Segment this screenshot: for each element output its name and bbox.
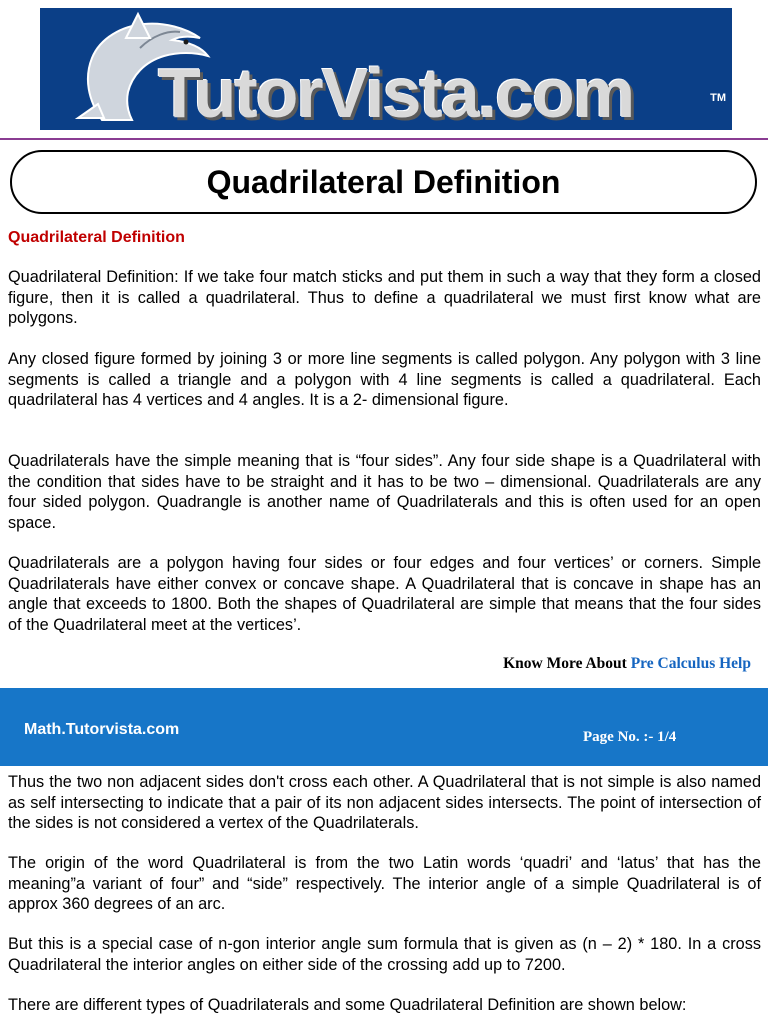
paragraph-4: Quadrilaterals are a polygon having four sides or four edges and four vertices’ or corners. Simple Quadrilaterals have either convex or concave shape. A Quadrilateral that is concave in shape has an angle that exceeds to 1800. Both the shapes of Quadrilateral are simple that means that the four sides of the Quadrilateral meet at the vertices’. <box>8 554 761 634</box>
paragraph-7: But this is a special case of n-gon interior angle sum formula that is given as (n – 2) * 180. In a cross Quadrilateral the interior angles on either side of the crossing add up to 7200. <box>8 935 761 974</box>
footer-band <box>0 688 768 766</box>
title-box <box>10 150 757 214</box>
logo-text: TutorVista.com <box>158 54 634 130</box>
know-more-prefix: Know More About <box>503 655 631 672</box>
section-heading: Quadrilateral Definition <box>8 229 185 246</box>
page-title: Quadrilateral Definition <box>206 163 561 200</box>
logo-trademark: TM <box>710 92 726 104</box>
footer-site-name: Math.Tutorvista.com <box>24 721 180 738</box>
paragraph-8: There are different types of Quadrilaterals and some Quadrilateral Definition are shown below: <box>8 996 687 1014</box>
paragraph-2: Any closed figure formed by joining 3 or more line segments is called polygon. Any polygon with 3 line segments is called a triangle and a polygon with 4 line segments is called a quadrilateral. Each quadrilateral has 4 vertices and 4 angles. It is a 2- dimensional figure. <box>8 350 761 409</box>
header-banner <box>40 8 732 130</box>
know-more-line <box>503 655 751 673</box>
paragraph-1: Quadrilateral Definition: If we take four match sticks and put them in such a way that they form a closed figure, then it is called a quadrilateral. Thus to define a quadrilateral we must first know what are polygons. <box>8 268 761 327</box>
pre-calculus-help-link[interactable]: Pre Calculus Help <box>630 655 751 672</box>
paragraph-6: The origin of the word Quadrilateral is from the two Latin words ‘quadri’ and ‘latus’ that has the meaning”a variant of four” and “side” respectively. The interior angle of a simple Quadrilateral is of approx 360 degrees of an arc. <box>8 854 761 913</box>
header-divider <box>0 138 768 140</box>
paragraph-5: Thus the two non adjacent sides don't cross each other. A Quadrilateral that is not simple is also named as self intersecting to indicate that a pair of its non adjacent sides intersects. The point of intersection of the sides is not considered a vertex of the Quadrilaterals. <box>8 773 761 832</box>
footer-page-number: Page No. :- 1/4 <box>583 729 677 745</box>
paragraph-3: Quadrilaterals have the simple meaning that is “four sides”. Any four side shape is a Quadrilateral with the condition that sides have to be straight and it has to be two – dimensional. Quadrilaterals are any four sided polygon. Quadrangle is another name of Quadrilaterals and this is often used for an open space. <box>8 452 761 532</box>
